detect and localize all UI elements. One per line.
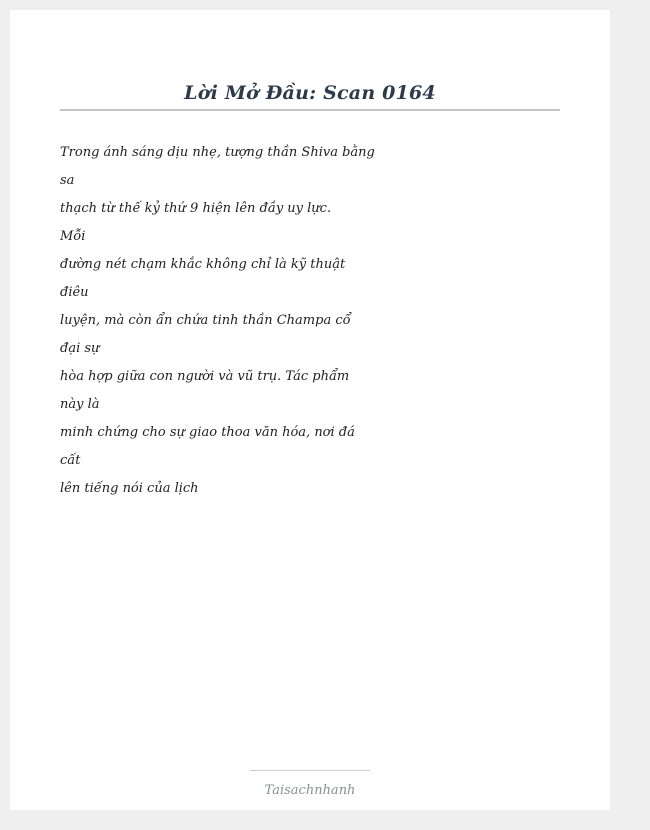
text-line: Mỗi <box>60 229 86 244</box>
footer-divider <box>250 770 370 771</box>
text-line: này là <box>60 397 100 412</box>
text-line: hòa hợp giữa con người và vũ trụ. Tác phẩm <box>60 369 350 384</box>
text-line: điêu <box>60 285 89 300</box>
page-title: Lời Mở Đầu: Scan 0164 <box>184 82 436 104</box>
text-line: lên tiếng nói của lịch <box>60 481 199 496</box>
text-line: cất <box>60 453 81 468</box>
document-page <box>10 10 610 810</box>
text-line: thạch từ thế kỷ thứ 9 hiện lên đầy uy lực. <box>60 201 332 216</box>
body-text <box>60 139 380 503</box>
title-divider <box>60 109 560 111</box>
footer-brand: Taisachnhanh <box>264 783 356 798</box>
text-line: sa <box>60 173 75 188</box>
text-line: đường nét chạm khắc không chỉ là kỹ thuật <box>60 257 346 272</box>
text-line: luyện, mà còn ẩn chứa tinh thần Champa cổ <box>60 313 351 328</box>
text-line: đại sự <box>60 341 100 356</box>
text-line: minh chứng cho sự giao thoa văn hóa, nơi đá <box>60 425 355 440</box>
text-line: Trong ánh sáng dịu nhẹ, tượng thần Shiva bằng <box>60 145 375 160</box>
